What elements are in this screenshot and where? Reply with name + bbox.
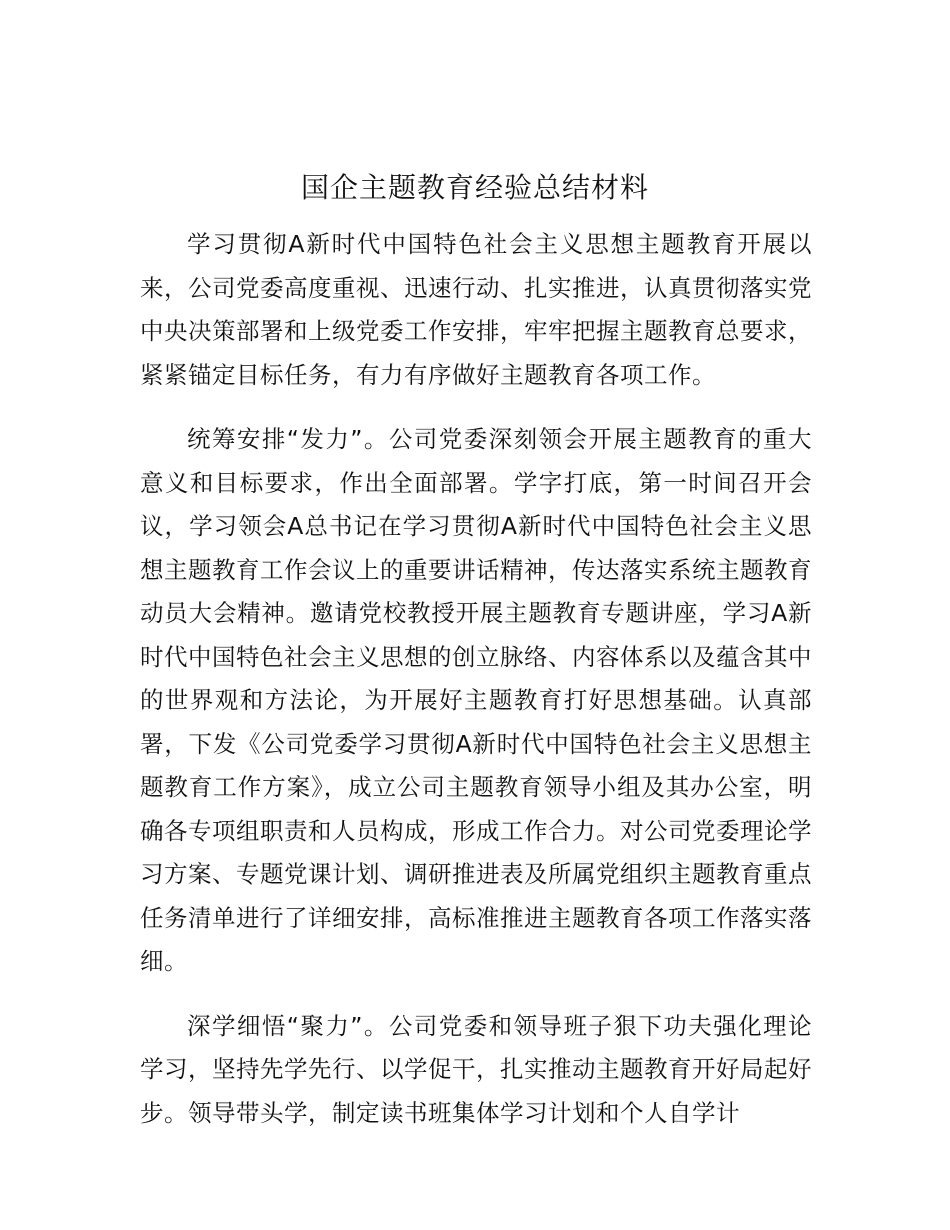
paragraph-planning: 统筹安排“发力”。公司党委深刻领会开展主题教育的重大意义和目标要求，作出全面部署。学字打底，第一时间召开会议，学习领会A总书记在学习贯彻A新时代中国特色社会主义思想主题教育工作会议上的重要讲话精神，传达落实系统主题教育动员大会精神。邀请党校教授开展主题教育专题讲座，学习A新时代中国特色社会主义思想的创立脉络、内容体系以及蕴含其中的世界观和方法论，为开展好主题教育打好思想基础。认真部署，下发《公司党委学习贯彻A新时代中国特色社会主义思想主题教育工作方案》，成立公司主题教育领导小组及其办公室，明确各专项组职责和人员构成，形成工作合力。对公司党委理论学习方案、专题党课计划、调研推进表及所属党组织主题教育重点任务清单进行了详细安排，高标准推进主题教育各项工作落实落细。 <box>140 425 812 975</box>
paragraph-intro: 学习贯彻A新时代中国特色社会主义思想主题教育开展以来，公司党委高度重视、迅速行动、扎实推进，认真贯彻落实党中央决策部署和上级党委工作安排，牢牢把握主题教育总要求，紧紧锚定目标任务，有力有序做好主题教育各项工作。 <box>140 230 812 389</box>
paragraph-study: 深学细悟“聚力”。公司党委和领导班子狠下功夫强化理论学习，坚持先学先行、以学促干，扎实推动主题教育开好局起好步。领导带头学，制定读书班集体学习计划和个人自学计 <box>140 1011 812 1127</box>
document-body <box>140 223 812 1135</box>
document-title: 国企主题教育经验总结材料 <box>300 171 649 204</box>
